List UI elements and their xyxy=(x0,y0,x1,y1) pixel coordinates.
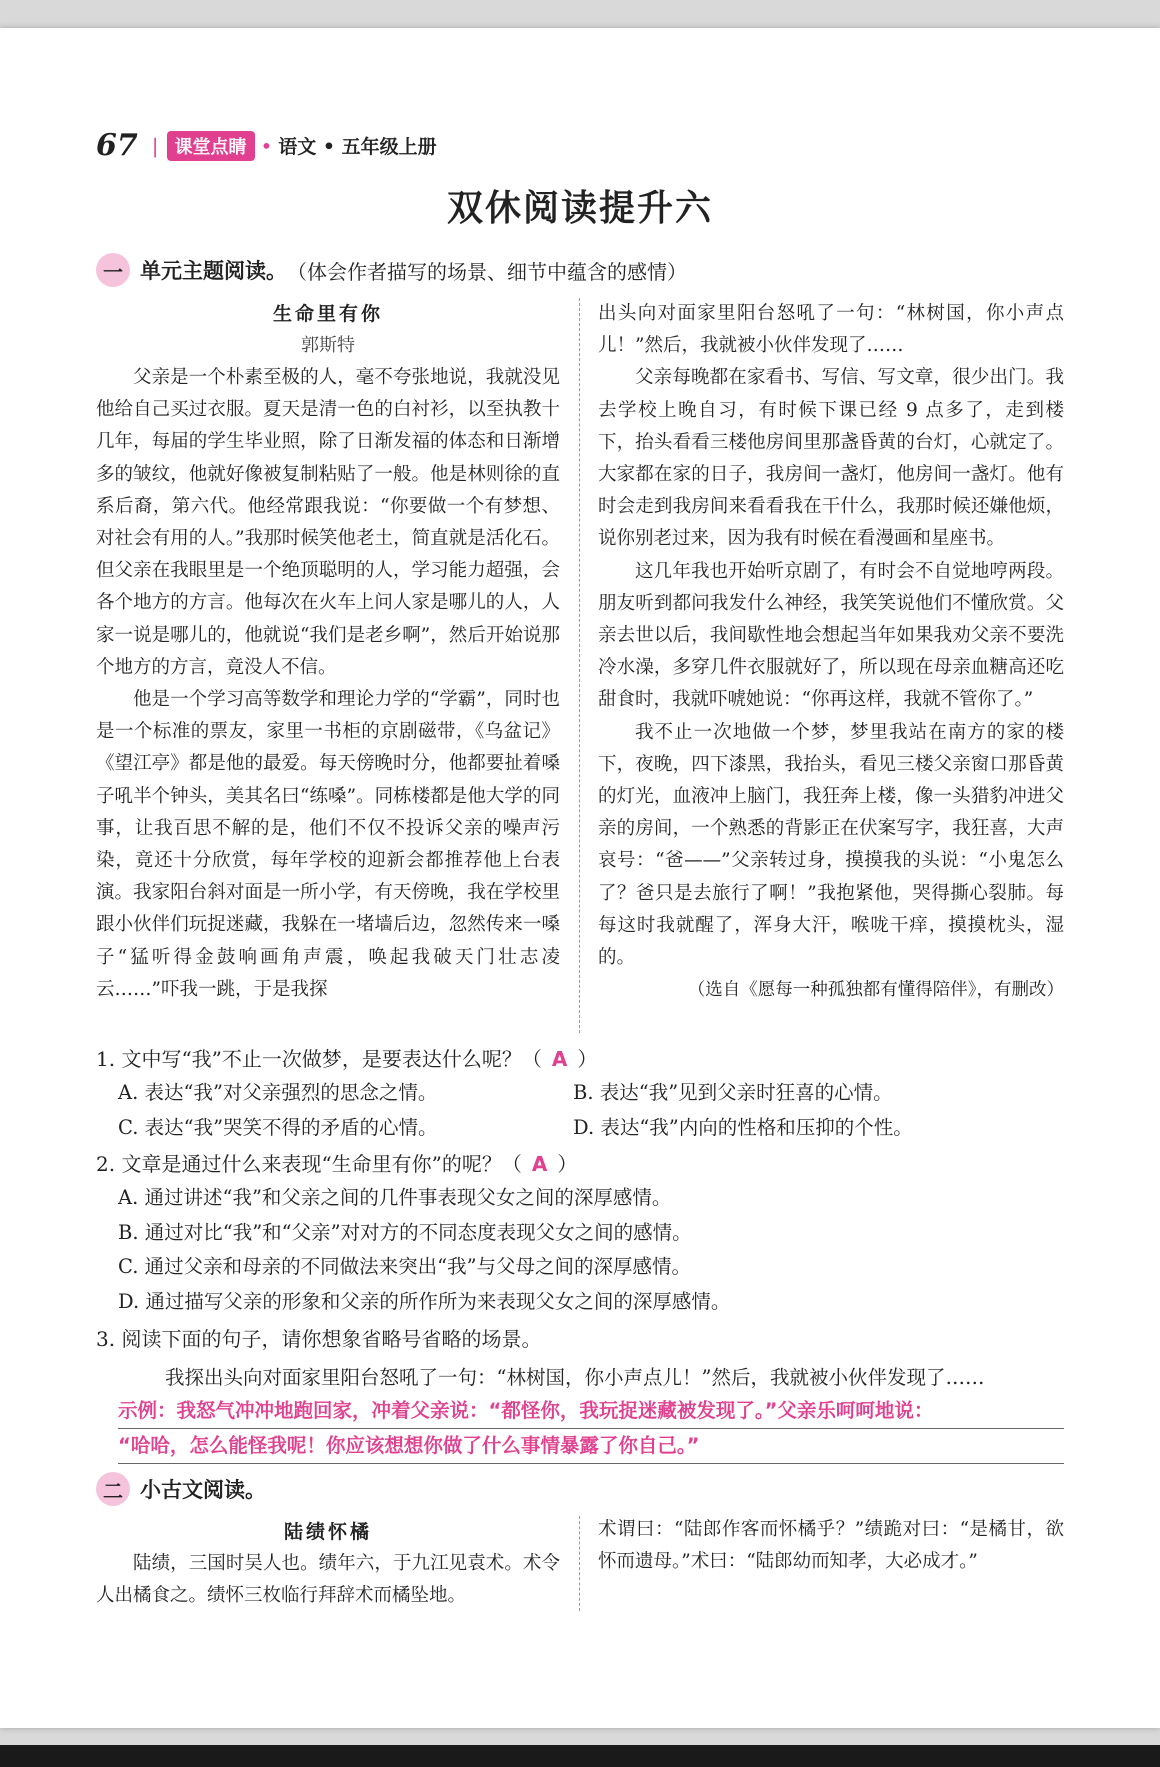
option-b: B. 表达“我”见到父亲时狂喜的心情。 xyxy=(573,1081,893,1104)
classical-right-column xyxy=(598,1514,1064,1578)
classical-paragraph: 陆绩，三国时吴人也。绩年六，于九江见袁术。术令人出橘食之。绩怀三枚临行拜辞术而橘坠地。 xyxy=(96,1553,560,1607)
option-b: B. 通过对比“我”和“父亲”对对方的不同态度表现父女之间的感情。 xyxy=(118,1220,692,1244)
option-d: D. 通过描写父亲的形象和父亲的所作所为来表现父女之间的深厚感情。 xyxy=(118,1289,731,1313)
answer-mark: A xyxy=(531,1152,548,1176)
option-a: A. 通过讲述“我”和父亲之间的几件事表现父女之间的深厚感情。 xyxy=(118,1186,672,1209)
book-subject: 语文 • 五年级上册 xyxy=(278,136,437,158)
question-close: ） xyxy=(557,1152,578,1176)
article-author: 郭斯特 xyxy=(301,335,355,356)
column-badge: 课堂点睛 xyxy=(167,131,255,161)
article-paragraph: 我不止一次地做一个梦，梦里我站在南方的家的楼下，夜晚，四下漆黑，我抬头，看见三楼父亲窗口那昏黄的灯光，血液冲上脑门，我狂奔上楼，像一头猎豹冲进父亲的房间，一个熟悉的背影正在伏案写字，我狂喜，大声哀号：“爸——”父亲转过身，摸摸我的头说：“小鬼怎么了？爸只是去旅行了啊！”我抱紧他，哭得撕心裂肺。每每这时我就醒了，浑身大汗，喉咙干痒，摸摸枕头，湿的。 xyxy=(598,721,1064,969)
article-paragraph: 出头向对面家里阳台怒吼了一句：“林树国，你小声点儿！”然后，我就被小伙伴发现了…… xyxy=(598,303,1064,357)
header-separator: | xyxy=(151,133,159,158)
article-right-column xyxy=(598,298,1064,1006)
header-dot: • xyxy=(260,133,273,158)
article-source: （选自《愿每一种孤独都有懂得陪伴》，有删改） xyxy=(687,980,1064,1001)
page-title: 双休阅读提升六 xyxy=(446,188,713,229)
option-d: D. 表达“我”内向的性格和压抑的个性。 xyxy=(573,1115,913,1139)
question-stem: 1. 文中写“我”不止一次做梦，是要表达什么呢？（ xyxy=(96,1047,542,1071)
section-title: 单元主题阅读。 xyxy=(140,259,287,283)
question-3-quote: 我探出头向对面家里阳台怒吼了一句：“林树国，你小声点儿！”然后，我就被小伙伴发现了…… xyxy=(165,1366,985,1389)
bottom-bar xyxy=(0,1745,1160,1767)
answer-line: “哈哈，怎么能怪我呢！你应该想想你做了什么事情暴露了你自己。” xyxy=(118,1429,1064,1464)
section-number-badge: 一 xyxy=(96,253,130,287)
question-close: ） xyxy=(577,1047,598,1071)
classical-title: 陆绩怀橘 xyxy=(283,1521,372,1543)
article-paragraph: 他是一个学习高等数学和理论力学的“学霸”，同时也是一个标准的票友，家里一书柜的京剧磁带，《乌盆记》《望江亭》都是他的最爱。每天傍晚时分，他都要扯着嗓子吼半个钟头，美其名曰“练嗓”。同栋楼都是他大学的同事，让我百思不解的是，他们不仅不投诉父亲的噪声污染，竟还十分欣赏，每年学校的迎新会都推荐他上台表演。我家阳台斜对面是一所小学，有天傍晚，我在学校里跟小伙伴们玩捉迷藏，我躲在一堵墙后边，忽然传来一嗓子“猛听得金鼓响画角声震，唤起我破天门壮志凌云……”吓我一跳，于是我探 xyxy=(96,689,560,1000)
classical-left-column xyxy=(96,1516,560,1612)
question-stem: 3. 阅读下面的句子，请你想象省略号省略的场景。 xyxy=(96,1327,542,1351)
question-2 xyxy=(96,1147,1066,1181)
question-2-options xyxy=(118,1181,1058,1319)
classical-paragraph: 术谓曰：“陆郎作客而怀橘乎？”绩跪对曰：“是橘甘，欲怀而遗母。”术曰：“陆郎幼而知孝，大必成才。” xyxy=(598,1519,1064,1573)
question-stem: 2. 文章是通过什么来表现“生命里有你”的呢？（ xyxy=(96,1152,522,1176)
page-number: 67 xyxy=(96,128,138,163)
article-title: 生命里有你 xyxy=(272,303,383,325)
answer-example xyxy=(118,1394,1064,1464)
article-left-column xyxy=(96,298,560,1006)
section-two-heading xyxy=(96,1472,266,1506)
section-number-badge: 二 xyxy=(96,1472,130,1506)
answer-mark: A xyxy=(551,1047,568,1071)
column-divider xyxy=(579,298,580,1033)
section-title: 小古文阅读。 xyxy=(140,1478,266,1502)
article-paragraph: 父亲是一个朴素至极的人，毫不夸张地说，我就没见他给自己买过衣服。夏天是清一色的白衬衫，以至执教十几年，每届的学生毕业照，除了日渐发福的体态和日渐增多的皱纹，他就好像被复制粘贴了一般。他是林则徐的直系后裔，第六代。他经常跟我说：“你要做一个有梦想、对社会有用的人。”我那时候笑他老土，简直就是活化石。但父亲在我眼里是一个绝顶聪明的人，学习能力超强，会各个地方的方言。他每次在火车上问人家是哪儿的人，人家一说是哪儿的，他就说“我们是老乡啊”，然后开始说那个地方的方言，竟没人不信。 xyxy=(96,367,560,678)
page-header xyxy=(96,128,437,163)
question-1 xyxy=(96,1042,1066,1076)
section-note: （体会作者描写的场景、细节中蕴含的感情） xyxy=(287,259,687,284)
article-paragraph: 这几年我也开始听京剧了，有时会不自觉地哼两段。朋友听到都问我发什么神经，我笑笑说他们不懂欣赏。父亲去世以后，我间歇性地会想起当年如果我劝父亲不要洗冷水澡，多穿几件衣服就好了，所以现在母亲血糖高还吃甜食时，我就吓唬她说：“你再这样，我就不管你了。” xyxy=(598,560,1064,711)
section-one-heading xyxy=(96,253,687,287)
option-a: A. 表达“我”对父亲强烈的思念之情。 xyxy=(118,1081,438,1104)
answer-line: 示例：我怒气冲冲地跑回家，冲着父亲说：“都怪你，我玩捉迷藏被发现了。”父亲乐呵呵地说： xyxy=(118,1394,1064,1429)
question-1-options xyxy=(118,1076,1058,1145)
column-divider xyxy=(579,1516,580,1611)
option-c: C. 通过父亲和母亲的不同做法来突出“我”与父母之间的深厚感情。 xyxy=(118,1255,692,1278)
question-3 xyxy=(96,1322,1066,1356)
article-paragraph: 父亲每晚都在家看书、写信、写文章，很少出门。我去学校上晚自习，有时候下课已经 9 点多了，走到楼下，抬头看看三楼他房间里那盏昏黄的台灯，心就定了。大家都在家的日子，我房间一盏灯，他房间一盏灯。他有时会走到我房间来看看我在干什么，我那时候还嫌他烦，说你别老过来，因为我有时候在看漫画和星座书。 xyxy=(598,367,1064,550)
option-c: C. 表达“我”哭笑不得的矛盾的心情。 xyxy=(118,1115,438,1139)
